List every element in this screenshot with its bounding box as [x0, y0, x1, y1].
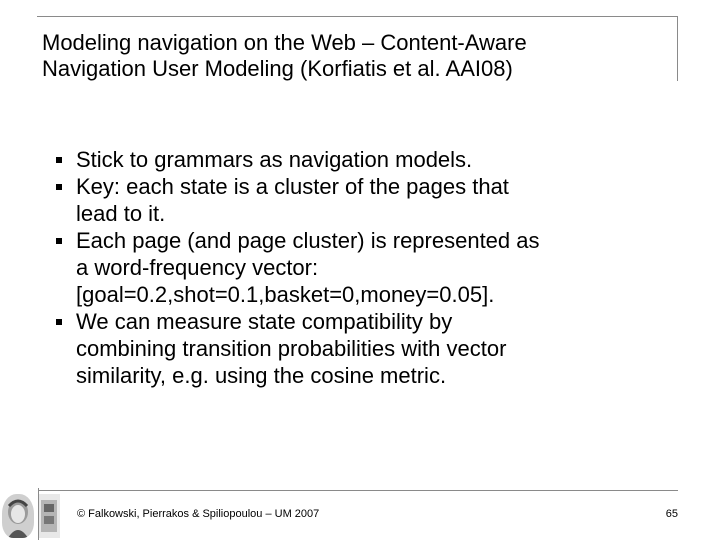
slide-title-line-1: Modeling navigation on the Web – Content-Aware: [42, 30, 527, 55]
footer-copyright: © Falkowski, Pierrakos & Spiliopoulou – UM 2007: [77, 508, 320, 520]
bullet-line: combining transition probabilities with vector: [76, 336, 507, 361]
bullet-item: [56, 308, 676, 389]
bullet-line: Stick to grammars as navigation models.: [76, 147, 473, 172]
bullet-line: Each page (and page cluster) is represented as: [76, 228, 540, 253]
bullet-line: [goal=0.2,shot=0.1,basket=0,money=0.05].: [76, 282, 495, 307]
square-bullet-icon: [56, 157, 62, 163]
university-seal-icon: [38, 494, 60, 538]
square-bullet-icon: [56, 184, 62, 190]
square-bullet-icon: [56, 238, 62, 244]
bullet-line: similarity, e.g. using the cosine metric.: [76, 363, 447, 388]
footer-horizontal-rule: [38, 490, 678, 491]
page-number: 65: [665, 508, 678, 520]
bullet-line: lead to it.: [76, 201, 166, 226]
bullet-item: [56, 227, 676, 308]
square-bullet-icon: [56, 319, 62, 325]
bullet-line: We can measure state compatibility by: [76, 309, 453, 334]
bullet-line: Key: each state is a cluster of the pages that: [76, 174, 509, 199]
bullet-item: [56, 146, 676, 173]
bullet-list: [56, 146, 676, 389]
bullet-item: [56, 173, 676, 227]
slide-title-line-2: Navigation User Modeling (Korfiatis et al. AAI08): [42, 56, 513, 81]
footer-vertical-rule: [38, 488, 39, 540]
bullet-line: a word-frequency vector:: [76, 255, 319, 280]
portrait-engraving-icon: [2, 494, 34, 538]
